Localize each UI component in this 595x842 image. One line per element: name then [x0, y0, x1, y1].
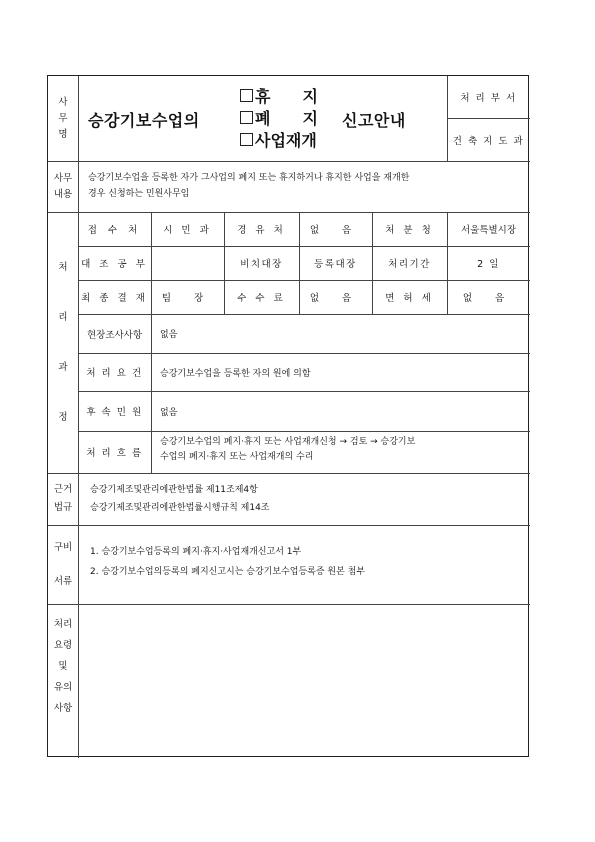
process-side-label [48, 212, 78, 473]
process-side-char: 처 [58, 261, 68, 273]
processing-flow-line: 승강기보수업의 폐지·휴지 또는 사업재개신청 → 검토 → 승강기보 [160, 437, 416, 447]
receiving-office-label: 접 수 처 [87, 225, 142, 236]
header-side-char: 무 [58, 112, 68, 124]
docs-label [48, 525, 78, 604]
checkbox-option-suspend[interactable] [240, 84, 350, 106]
notes-label-line: 및 [58, 661, 68, 672]
checkbox-option-close[interactable] [240, 106, 350, 128]
process-side-char: 리 [58, 311, 68, 323]
processing-period-value: 2 일 [477, 259, 500, 270]
notes-label-line: 처리 [53, 619, 73, 630]
dept-value: 건 축 지 도 과 [452, 135, 525, 147]
docs-line: 2. 승강기보수업의등록의 폐지신고시는 승강기보수업등록증 원본 첨부 [90, 567, 366, 577]
docs-label-line: 구비 [53, 541, 73, 553]
content-text [88, 170, 528, 202]
processing-requirement-label: 처 리 요 건 [86, 368, 143, 379]
disposing-office-value: 서울특별시장 [460, 225, 517, 236]
law-line: 승강기제조및관리에관한법률시행규칙 제14조 [90, 503, 270, 513]
checkbox-option-resume[interactable] [240, 128, 350, 150]
checkbox-icon[interactable] [240, 89, 253, 102]
site-inspection-label: 현장조사사항 [86, 329, 143, 341]
processing-flow-value [160, 435, 528, 465]
docs-label-line: 서류 [53, 575, 73, 587]
civil-affairs-form [47, 75, 529, 757]
process-side-char: 과 [58, 361, 68, 373]
content-text-line: 승강기보수업을 등록한 자가 그사업의 폐지 또는 휴지하거나 휴지한 사업을 재개한 [88, 173, 410, 183]
processing-requirement-value: 승강기보수업을 등록한 자의 원에 의함 [160, 368, 311, 379]
notes-body [78, 604, 530, 758]
docs-text [90, 542, 526, 582]
notes-label-line: 요령 [53, 640, 73, 651]
law-line: 승강기제조및관리에관한법률 제11조제4항 [90, 485, 258, 495]
option-label: 휴 지 [255, 86, 318, 106]
kept-register-value: 등록대장 [314, 259, 357, 270]
checkbox-icon[interactable] [240, 111, 253, 124]
fee-value: 없 음 [309, 293, 362, 304]
license-tax-value: 없 음 [462, 293, 515, 304]
title-suffix: 신고안내 [342, 111, 406, 130]
law-label-line: 근거 [53, 484, 73, 495]
site-inspection-value: 없음 [160, 330, 178, 340]
content-label [48, 161, 78, 212]
option-label: 사업재개 [255, 130, 317, 150]
processing-period-label: 처리기간 [388, 259, 431, 270]
processing-flow-line: 수업의 폐지·휴지 또는 사업재개의 수리 [160, 452, 314, 462]
via-office-value: 없 음 [309, 225, 362, 236]
dept-label: 처 리 부 서 [460, 93, 517, 104]
content-label-line: 사무 [53, 172, 73, 184]
header-side-char: 사 [58, 96, 68, 108]
law-text [90, 481, 526, 517]
reference-register-value [151, 246, 224, 280]
header-side-label [48, 76, 78, 161]
content-label-line: 내용 [53, 188, 73, 200]
final-approval-label: 최 종 결 재 [81, 293, 148, 304]
checkbox-icon[interactable] [240, 133, 253, 146]
follow-up-value: 없음 [160, 407, 178, 418]
fee-label: 수 수 료 [237, 293, 286, 304]
law-label [48, 473, 78, 525]
license-tax-label: 면 허 세 [385, 293, 434, 304]
notes-label-line: 유의 [53, 682, 73, 693]
docs-line: 1. 승강기보수업등록의 폐지·휴지·사업재개신고서 1부 [90, 547, 302, 557]
law-label-line: 법규 [53, 502, 73, 513]
process-side-char: 정 [58, 411, 68, 423]
disposing-office-label: 처 분 청 [385, 225, 434, 236]
final-approval-value: 팀 장 [161, 293, 214, 304]
processing-flow-label: 처 리 흐 름 [86, 448, 143, 459]
content-text-line: 경우 신청하는 민원사무임 [88, 189, 190, 199]
notes-label [48, 614, 78, 734]
kept-register-label: 비치대장 [240, 259, 283, 270]
via-office-label: 경 유 처 [237, 225, 286, 236]
checkbox-option-list [240, 84, 350, 150]
receiving-office-value: 시 민 과 [163, 225, 212, 236]
header-side-char: 명 [58, 128, 68, 140]
reference-register-label: 대 조 공 부 [81, 259, 148, 270]
notes-label-line: 사항 [53, 703, 73, 714]
page-title: 승강기보수업의 [88, 111, 200, 130]
option-label: 폐 지 [255, 108, 318, 128]
follow-up-label: 후 속 민 원 [86, 407, 143, 418]
